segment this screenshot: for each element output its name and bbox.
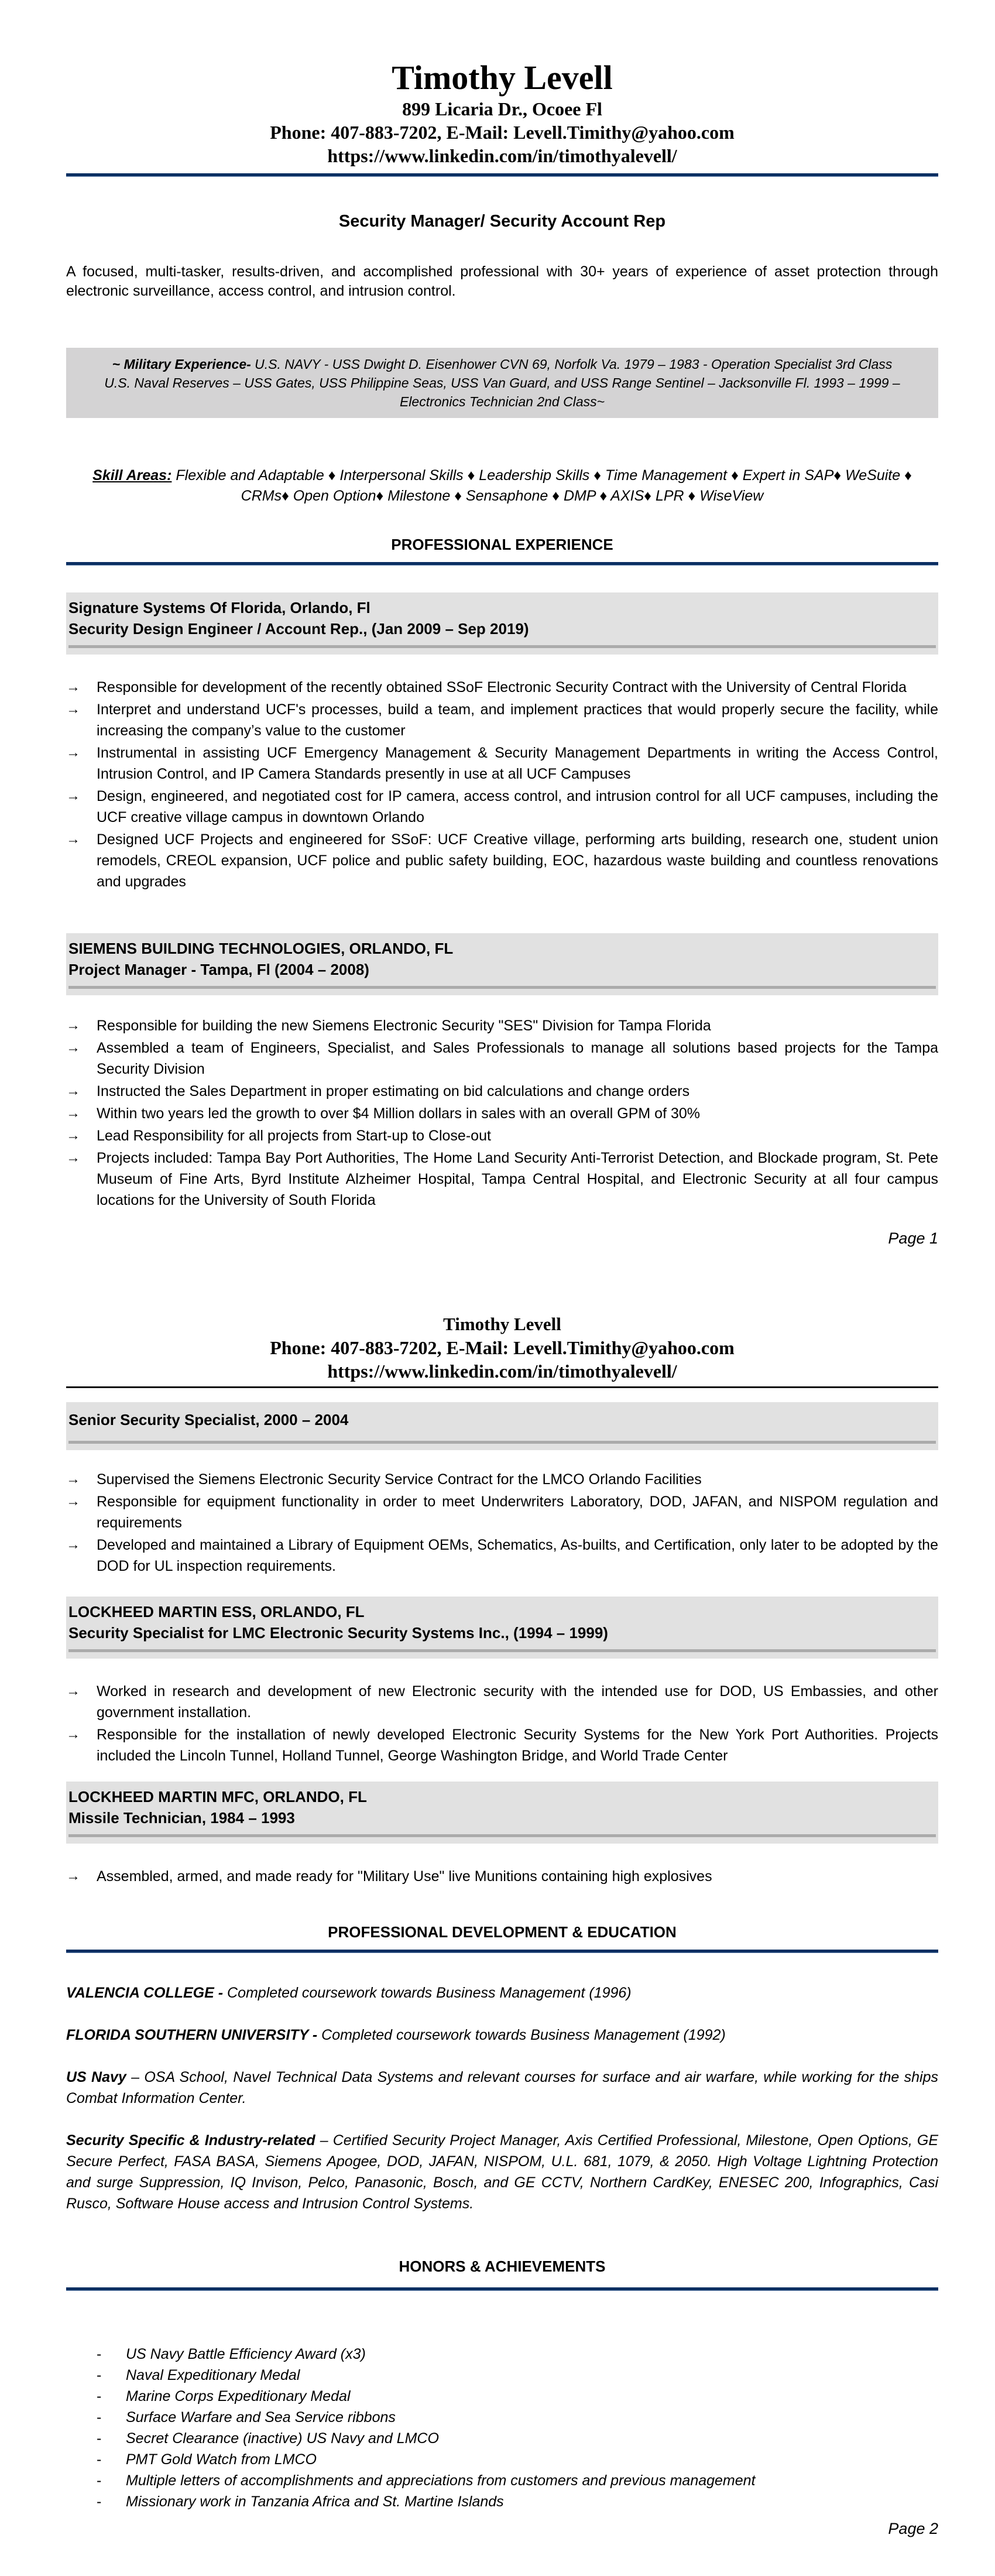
job-bullets — [66, 1015, 938, 1211]
military-line-2: U.S. Naval Reserves – USS Gates, USS Philippine Seas, USS Van Guard, and USS Range Sentinel – Jacksonville Fl. 1993 – 1999 – Electronics Technician 2nd Class~ — [104, 375, 900, 409]
bullet-item: → Developed and maintained a Library of Equipment OEMs, Schematics, As-builts, and Certification, only later to be adopted by the DOD for UL inspection requirements. — [66, 1534, 938, 1577]
education-item: VALENCIA COLLEGE - Completed coursework towards Business Management (1996) — [66, 1985, 632, 2001]
bullet-item: → Designed UCF Projects and engineered for SSoF: UCF Creative village, performing arts building, research one, student union remodels, CREOL expansion, UCF police and public safety building, EOC, hazardous waste building and countless renovations and upgrades — [66, 829, 938, 892]
military-experience-box — [66, 348, 938, 418]
linkedin-link[interactable]: https://www.linkedin.com/in/timothyalevell/ — [327, 145, 677, 166]
bullet-item: → Responsible for equipment functionality in order to meet Underwriters Laboratory, DOD, JAFAN, and NISPOM regulation and requirements — [66, 1491, 938, 1533]
arrow-icon: → — [66, 1493, 80, 1509]
skills-label: Skill Areas: — [92, 467, 172, 484]
honors-list — [66, 2344, 938, 2512]
arrow-icon: → — [66, 1727, 80, 1742]
job-bullets — [66, 677, 938, 892]
arrow-icon: → — [66, 679, 80, 695]
honor-item: - Naval Expeditionary Medal — [66, 2365, 938, 2386]
bullet-item: → Interpret and understand UCF's processes, build a team, and implement practices that would properly secure the facility, while increasing the company’s value to the customer — [66, 699, 938, 741]
honor-item: - US Navy Battle Efficiency Award (x3) — [66, 2344, 938, 2365]
linkedin-link[interactable]: https://www.linkedin.com/in/timothyalevell/ — [327, 1361, 677, 1382]
resume-header-page-2 — [66, 1313, 938, 1388]
bullet-item: → Instructed the Sales Department in proper estimating on bid calculations and change orders — [66, 1081, 938, 1102]
job-bullets — [66, 1681, 938, 1766]
header-divider — [66, 1386, 938, 1388]
skills-text: Flexible and Adaptable ♦ Interpersonal Skills ♦ Leadership Skills ♦ Time Management ♦ Expert in SAP♦ WeSuite ♦ CRMs♦ Open Option♦ Milestone ♦ Sensaphone ♦ DMP ♦ AXIS♦ LPR ♦ WiseView — [171, 467, 912, 504]
section-title-experience: PROFESSIONAL EXPERIENCE — [391, 536, 613, 553]
dash-bullet-icon: - — [97, 2451, 102, 2468]
arrow-icon: → — [66, 1868, 80, 1884]
education-list — [66, 1982, 938, 2214]
job-company: Signature Systems Of Florida, Orlando, Fl — [68, 599, 370, 616]
job-title: Security Specialist for LMC Electronic Security Systems Inc., (1994 – 1999) — [68, 1624, 608, 1642]
job-title: Missile Technician, 1984 – 1993 — [68, 1809, 295, 1827]
job-title: Security Design Engineer / Account Rep., (Jan 2009 – Sep 2019) — [68, 620, 529, 638]
arrow-icon: → — [66, 1537, 80, 1553]
arrow-icon: → — [66, 1683, 80, 1699]
summary: A focused, multi-tasker, results-driven, and accomplished professional with 30+ years of experience of asset protection through electronic surveillance, access control, and intrusion control. — [66, 263, 938, 299]
bullet-item: → Responsible for building the new Siemens Electronic Security "SES" Division for Tampa Florida — [66, 1015, 938, 1036]
contact-line: Phone: 407-883-7202, E-Mail: Levell.Timithy@yahoo.com — [270, 122, 735, 143]
military-label: ~ Military Experience- — [112, 357, 251, 372]
honor-item: - Secret Clearance (inactive) US Navy and LMCO — [66, 2428, 938, 2449]
skill-areas — [66, 465, 938, 506]
job-company: LOCKHEED MARTIN ESS, ORLANDO, FL — [68, 1603, 365, 1621]
resume-header — [66, 59, 938, 177]
job-entry — [66, 933, 938, 1212]
job-entry — [66, 1597, 938, 1767]
honor-item: - Multiple letters of accomplishments and appreciations from customers and previous management — [66, 2470, 938, 2491]
arrow-icon: → — [66, 1018, 80, 1033]
arrow-icon: → — [66, 1040, 80, 1056]
job-header — [66, 933, 938, 995]
arrow-icon: → — [66, 831, 80, 847]
arrow-icon: → — [66, 745, 80, 761]
dash-bullet-icon: - — [97, 2409, 102, 2426]
job-company: SIEMENS BUILDING TECHNOLOGIES, ORLANDO, FL — [68, 940, 454, 957]
education-item: US Navy – OSA School, Navel Technical Data Systems and relevant courses for surface and air warfare, while working for the ships Combat Information Center. — [66, 2069, 938, 2106]
honor-item: - PMT Gold Watch from LMCO — [66, 2449, 938, 2470]
job-header — [66, 1402, 938, 1450]
section-title-education: PROFESSIONAL DEVELOPMENT & EDUCATION — [328, 1923, 677, 1941]
dash-bullet-icon: - — [97, 2472, 102, 2489]
candidate-name: Timothy Levell — [392, 59, 613, 97]
dash-bullet-icon: - — [97, 2493, 102, 2510]
section-divider — [66, 562, 938, 566]
header-divider — [66, 173, 938, 177]
bullet-item: → Worked in research and development of new Electronic security with the intended use for DOD, US Embassies, and other government installation. — [66, 1681, 938, 1723]
bullet-item: → Lead Responsibility for all projects from Start-up to Close-out — [66, 1125, 938, 1146]
job-bullets — [66, 1469, 938, 1577]
military-line-1: U.S. NAVY - USS Dwight D. Eisenhower CVN 69, Norfolk Va. 1979 – 1983 - Operation Specialist 3rd Class — [251, 357, 893, 372]
bullet-item: → Within two years led the growth to over $4 Million dollars in sales with an overall GPM of 30% — [66, 1103, 938, 1124]
arrow-icon: → — [66, 1128, 80, 1143]
arrow-icon: → — [66, 788, 80, 804]
bullet-item: → Supervised the Siemens Electronic Security Service Contract for the LMCO Orlando Facilities — [66, 1469, 938, 1490]
arrow-icon: → — [66, 1083, 80, 1099]
bullet-item: → Assembled a team of Engineers, Specialist, and Sales Professionals to manage all solutions based projects for the Tampa Security Division — [66, 1037, 938, 1080]
page-number: Page 1 — [888, 1229, 938, 1247]
bullet-item: → Projects included: Tampa Bay Port Authorities, The Home Land Security Anti-Terrorist Detection, and Blockade program, St. Pete Museum of Fine Arts, Byrd Institute Alzheimer Hospital, Tampa Central Hospital, and Electronic Security at all four campus locations for the University of South Florida — [66, 1147, 938, 1211]
arrow-icon: → — [66, 701, 80, 717]
bullet-item: → Design, engineered, and negotiated cost for IP camera, access control, and intrusion control for all UCF campuses, including the UCF creative village campus in downtown Orlando — [66, 786, 938, 828]
address: 899 Licaria Dr., Ocoee Fl — [402, 98, 602, 119]
job-header — [66, 1597, 938, 1659]
section-divider — [66, 2287, 938, 2291]
arrow-icon: → — [66, 1105, 80, 1121]
contact-line: Phone: 407-883-7202, E-Mail: Levell.Timithy@yahoo.com — [270, 1337, 735, 1358]
job-bullets — [66, 1866, 938, 1887]
arrow-icon: → — [66, 1150, 80, 1166]
dash-bullet-icon: - — [97, 2430, 102, 2447]
dash-bullet-icon: - — [97, 2388, 102, 2404]
page-number: Page 2 — [888, 2520, 938, 2537]
arrow-icon: → — [66, 1471, 80, 1487]
bullet-item: → Assembled, armed, and made ready for "Military Use" live Munitions containing high explosives — [66, 1866, 938, 1887]
section-divider — [66, 1950, 938, 1953]
job-title: Project Manager - Tampa, Fl (2004 – 2008) — [68, 961, 369, 978]
dash-bullet-icon: - — [97, 2346, 102, 2362]
job-title: Senior Security Specialist, 2000 – 2004 — [68, 1411, 349, 1429]
education-item: FLORIDA SOUTHERN UNIVERSITY - Completed coursework towards Business Management (1992) — [66, 2027, 726, 2043]
honor-item: - Surface Warfare and Sea Service ribbons — [66, 2407, 938, 2428]
headline: Security Manager/ Security Account Rep — [338, 212, 666, 231]
bullet-item: → Instrumental in assisting UCF Emergency Management & Security Management Departments in writing the Access Control, Intrusion Control, and IP Camera Standards presently in use at all UCF Campuses — [66, 742, 938, 785]
honor-item: - Missionary work in Tanzania Africa and St. Martine Islands — [66, 2491, 938, 2512]
education-item: Security Specific & Industry-related – Certified Security Project Manager, Axis Certified Professional, Milestone, Open Options, GE Secure Perfect, FASA BASA, Siemens Apogee, DOD, JAFAN, NISPOM, U.L. 681, 1079, & 2050. High Voltage Lightning Protection and surge Suppression, IQ Invison, Pelco, Panasonic, Bosch, and GE CCTV, Northern CardKey, ENESEC 200, Infographics, Casi Rusco, Software House access and Intrusion Control Systems. — [66, 2132, 939, 2212]
candidate-name: Timothy Levell — [443, 1314, 561, 1334]
bullet-item: → Responsible for the installation of newly developed Electronic Security Systems for the New York Port Authorities. Projects included the Lincoln Tunnel, Holland Tunnel, George Washington Bridge, and World Trade Center — [66, 1724, 938, 1766]
job-header — [66, 592, 938, 655]
job-header — [66, 1782, 938, 1844]
job-entry — [66, 592, 938, 893]
job-company: LOCKHEED MARTIN MFC, ORLANDO, FL — [68, 1788, 367, 1806]
section-title-honors: HONORS & ACHIEVEMENTS — [399, 2258, 606, 2275]
honor-item: - Marine Corps Expeditionary Medal — [66, 2386, 938, 2407]
job-entry — [66, 1782, 938, 1888]
dash-bullet-icon: - — [97, 2367, 102, 2383]
bullet-item: → Responsible for development of the recently obtained SSoF Electronic Security Contract with the University of Central Florida — [66, 677, 938, 698]
job-entry — [66, 1402, 938, 1578]
